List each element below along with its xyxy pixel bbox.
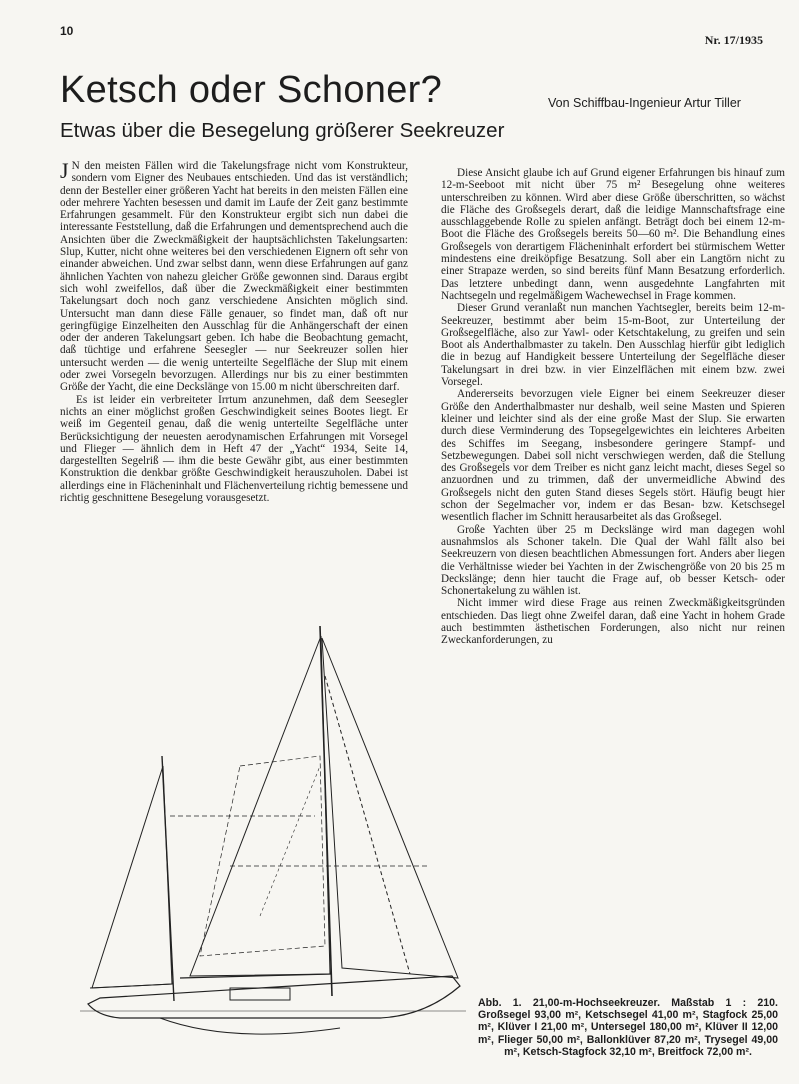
sail-plan-drawing <box>80 616 466 1056</box>
paragraph: Andererseits bevorzugen viele Eigner bei einem Seekreuzer dieser Größe den Anderthalbmaster nur deshalb, weil seine Masten und Spieren kleiner und leichter sind als der eine große Mast der Slup. Sie erwarten durch diese Verminderung des Topsegelgewichtes ein leichteres Arbeiten des Schiffes im Seegang, insbesondere geringere Stampf- und Setzbewegungen. Dabei soll nicht verschwiegen werden, daß die Stellung des Großsegels vor dem Treiber es nicht ganz leicht macht, dieses Segel so anzuordnen und zu trimmen, daß der unvermeidliche Abwind des Großsegels nicht den guten Stand dieses Segels stört. Häufig beugt hier schon der Segelmacher vor, indem er das Besan- bzw. Ketschsegel wesentlich flacher im Schnitt herausarbeitet als das Großsegel. <box>441 388 785 524</box>
alternate-sail-outline <box>200 756 325 956</box>
mizzen-boom <box>90 984 172 988</box>
issue-number: Nr. 17/1935 <box>704 33 763 47</box>
paragraph-text: N den meisten Fällen wird die Takelungsfrage nicht vom Konstrukteur, sondern vom Eigner des Neubaues entschieden. Und das ist verständlich; denn der Besteller einer größeren Yacht hat bereits in den meisten Fällen eine oder mehrere Yachten besessen und damit im Laufe der Zeit ganz bestimmte Erfahrungen gesammelt. Für den Konstrukteur ergibt sich nun dabei die interessante Feststellung, daß die Erfahrungen und dementsprechend auch die Ansichten über die Zweckmäßigkeit der hauptsächlichsten Takelungsarten: Slup, Kutter, nicht ohne weiteres bei den verschiedenen Eignern oft sehr von einander abweichen. Und zwar selbst dann, wenn diese Erfahrungen auf ganz ähnlichen Yachten von nahezu gleicher Größe gewonnen sind. Daraus ergibt sich wohl zweifellos, daß über die Zweckmäßigkeit einer bestimmten Takelungsart doch noch ganz verschiedene Ansichten möglich sind. Untersucht man dann diese Fälle genauer, so findet man, daß oft nur geringfügige Einzelheiten den Ausschlag für die Anhängerschaft der einen oder der anderen Takelungsart geben. Ich habe die Beobachtung gemacht, daß tüchtige und erfahrene Seesegler — nur Seekreuzer sollen hier untersucht werden — die wenig unterteilte Segelfläche der Slup mit einem oder zwei Vorsegeln bevorzugen. Allerdings nur bis zu einer bestimmten Größe der Yacht, die eine Deckslänge von 15.00 m nicht überschreiten darf. <box>60 160 408 394</box>
article-title: Ketsch oder Schoner? <box>60 69 443 111</box>
main-sail <box>190 636 330 976</box>
article-subtitle: Etwas über die Besegelung größerer Seekreuzer <box>60 119 505 142</box>
article-author: Von Schiffbau-Ingenieur Artur Tiller <box>548 96 741 110</box>
page-number: 10 <box>60 24 74 38</box>
paragraph <box>60 160 408 394</box>
keel <box>160 1018 340 1034</box>
paragraph: Dieser Grund veranlaßt nun manchen Yachtsegler, bereits beim 12-m-Seekreuzer, bestimmt aber beim 15-m-Boot, zur Unterteilung der Großsegelfläche, also zur Yawl- oder Ketschtakelung, zu greifen und sein Boot als Anderthalbmaster zu takeln. Den Ausschlag hierfür gibt lediglich die in bezug auf Handigkeit bessere Unterteilung der Segelfläche dieser Takelungsart in drei bzw. in vier Einzelflächen mit einem bzw. zwei Vorsegel. <box>441 302 785 389</box>
paragraph: Nicht immer wird diese Frage aus reinen Zweckmäßigkeitsgründen entschieden. Das liegt ohne Zweifel daran, daß eine Yacht in hohem Grade auch bestimmten ästhetischen Forderungen, also nicht nur reinen Zweckanforderungen, zu <box>441 597 785 647</box>
jib-sail <box>322 638 458 978</box>
paragraph: Diese Ansicht glaube ich auf Grund eigener Erfahrungen bis hinauf zum 12-m-Seeboot mit nicht über 75 m² Besegelung ohne weiteres unterschreiben zu können. Wird aber diese Größe überschritten, so wächst die Fläche des Großsegels derart, daß die leidige Mannschaftsfrage eine ausschlaggebende Rolle zu spielen anfängt. Beträgt doch bei einem 12-m-Boot die Fläche des Großsegels bereits 50—60 m². Die Behandlung eines Großsegels von derartigem Flächeninhalt erfordert bei stürmischem Wetter mindestens eine dreiköpfige Besatzung. Soll aber ein Langtörn nicht zu einer Strapaze werden, so sind bereits fünf Mann Besatzung erforderlich. Das letztere unbedingt dann, wenn ausgedehnte Langfahrten mit Nachtsegeln und regelmäßigem Wachewechsel in Frage kommen. <box>441 167 785 302</box>
hull <box>88 976 460 1018</box>
right-column <box>441 167 785 789</box>
mizzen-sail <box>92 766 172 988</box>
paragraph: Es ist leider ein verbreiteter Irrtum anzunehmen, daß dem Seesegler nichts an einer möglichst großen Geschwindigkeit seines Bootes liegt. Er weiß im Gegenteil genau, daß die wenig unterteilte Segelfläche unter Berücksichtigung der neuesten aerodynamischen Erfahrungen mit Vorsegel und Flieger — ähnlich dem in Heft 47 der „Yacht“ 1934, Seite 14, dargestellten Segelriß — ihm die beste Gewähr gibt, aus einer bestimmten Konstruktion die denkbar größte Geschwindigkeit herauszuholen. Dabei ist allerdings eine in Flächeninhalt und Flächenverteilung richtig bemessene und richtig geschnittene Besegelung vorausgesetzt. <box>60 393 408 505</box>
dashed-line <box>260 766 320 916</box>
left-column <box>60 160 408 620</box>
paragraph: Große Yachten über 25 m Deckslänge wird man dagegen wohl ausnahmslos als Schoner takeln. Die Qual der Wahl fällt also bei Seekreuzern von diesen beachtlichen Abmessungen fort. Anders aber liegen die Verhältnisse wieder bei Yachten in der Zwischengröße von 20 bis 25 m Deckslänge; denn hier taucht die Frage auf, ob besser Ketsch- oder Schonertakelung zu wählen ist. <box>441 523 785 598</box>
drop-cap: J <box>60 160 69 183</box>
figure-caption: Abb. 1. 21,00-m-Hochseekreuzer. Maßstab 1 : 210. Großsegel 93,00 m², Ketschsegel 41,00 m², Stagfock 25,00 m², Klüver I 21,00 m², Untersegel 180,00 m², Klüver II 12,00 m², Flieger 50,00 m², Ballonklüver 87,20 m², Trysegel 49,00 m², Ketsch-Stagfock 32,10 m², Breitfock 72,00 m². <box>478 997 778 1058</box>
